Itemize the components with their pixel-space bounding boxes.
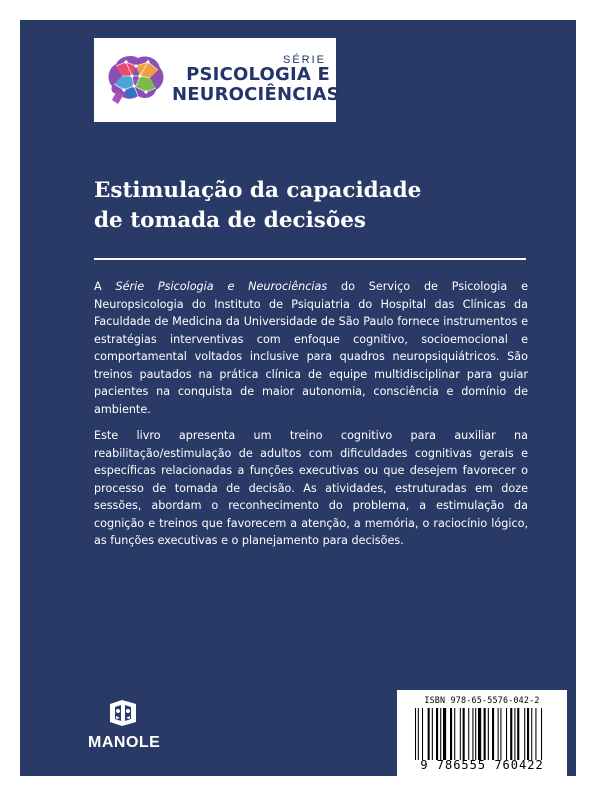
barcode-bar [527, 708, 529, 760]
barcode-bars [413, 708, 559, 760]
barcode-bar [443, 708, 446, 760]
series-name-line1: PSICOLOGIA E [186, 64, 330, 85]
book-description [94, 278, 528, 559]
barcode-bar [468, 708, 469, 760]
book-title-line1: Estimulação da capacidade [94, 178, 422, 203]
barcode-bar [428, 708, 430, 760]
barcode-bar [436, 708, 438, 760]
barcode-bar [475, 708, 476, 760]
barcode-digits: 9 786555 760422 [420, 758, 544, 772]
barcode-bar [488, 708, 489, 760]
description-paragraph-2: Este livro apresenta um treino cognitivo para auxiliar na reabilitação/estimulação de adultos com dificuldades cognitivas gerais e específicas relacionadas a funções executivas ou que desejem favorecer o processo de tomada de decisão. As atividades, estruturadas em doze sessões, abordam o reconhecimento do problema, a estimulação da cognição e treinos que favorecem a atenção, a memória, o raciocínio lógico, as funções executivas e o planejamento para decisões. [94, 429, 528, 547]
brain-logo-icon [102, 52, 168, 112]
barcode-bar [450, 708, 452, 760]
barcode-bar [541, 708, 542, 760]
barcode-bar [484, 708, 486, 760]
book-title [94, 176, 524, 236]
description-p1-rest: do Serviço de Psicologia e Neuropsicologia do Instituto de Psiquiatria do Hospital das Clínicas da Faculdade de Medicina da Universidade de São Paulo fornece instrumentos e estratégias interventivas com enfoque cognitivo, socioemocional e comportamental voltados inclusive para quadros neuropsiquiátricos. São treinos pautados na prática clínica de equipe multidisciplinar para guiar pacientes na conquista de maior autonomia, consciência e domínio de ambiente. [94, 280, 528, 416]
series-italic-name: Série Psicologia e Neurociências [115, 280, 328, 293]
isbn-label: ISBN 978-65-5576-042-2 [424, 695, 540, 705]
description-p1-prefix: A [94, 280, 116, 293]
barcode-bar [500, 708, 501, 760]
series-name [172, 64, 340, 105]
book-title-line2: de tomada de decisões [94, 208, 366, 233]
barcode-bar [506, 708, 507, 760]
barcode-bar [463, 708, 465, 760]
series-badge [94, 38, 340, 122]
barcode-bar [510, 708, 512, 760]
barcode-bar [531, 708, 532, 760]
barcode-bar [535, 708, 536, 760]
title-divider [94, 258, 526, 260]
barcode-bar [440, 708, 441, 760]
barcode-bar [498, 708, 499, 760]
barcode-bar [460, 708, 461, 760]
barcode-bar [454, 708, 455, 760]
manole-logo-icon [106, 696, 140, 730]
barcode-bar [478, 708, 481, 760]
publisher-logo [88, 696, 161, 766]
back-cover [20, 20, 576, 776]
barcode-bar [432, 708, 433, 760]
barcode-bar [422, 708, 423, 760]
publisher-name: MANOLE [88, 734, 161, 751]
barcode-bar [524, 708, 525, 760]
barcode-bar [415, 708, 416, 760]
barcode-bar [517, 708, 519, 760]
series-name-line2: NEUROCIÊNCIAS [172, 84, 340, 105]
description-paragraph-1 [94, 278, 528, 418]
barcode-bar [514, 708, 515, 760]
barcode-bar [492, 708, 494, 760]
barcode [397, 690, 567, 776]
barcode-bar [472, 708, 473, 760]
barcode-bar [418, 708, 419, 760]
series-label: SÉRIE [282, 54, 326, 66]
